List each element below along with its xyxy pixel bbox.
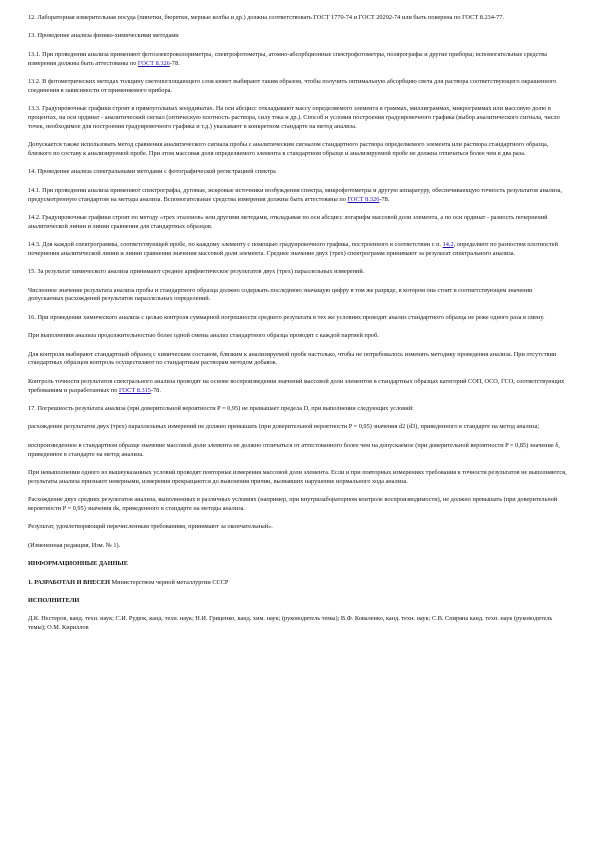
paragraph-16-d-text: Контроль точности результатов спектрального анализа проводят на основе воспроизведения значений массовой доли элементов в стандартных образцах категорий СОП, ОСО, ГСО, соответствующих требованиям и разработанных по <box>28 377 565 394</box>
clause-14-2-link[interactable]: 14.2 <box>442 241 454 249</box>
gost-8-315-link[interactable]: ГОСТ 8.315 <box>119 386 151 394</box>
paragraph-15-note: Численное значение результата анализа пробы и стандартного образца должно содержать последнюю значащую цифру в том же разряде, в котором она стоит в соответствующем значении допускаемых расхождений результатов параллельных определений. <box>28 286 533 303</box>
paragraph-14-3 <box>28 241 567 259</box>
gost-8-326-link-2[interactable]: ГОСТ 8.326 <box>347 195 380 203</box>
paragraph-17-b: воспроизведенное в стандартном образце значение массовой доли элемента не должно отличаться от аттестованного более чем на допускаемое (при доверительной вероятности P = 0,85) значение δ, приведенное в стандарте на метод анализа. <box>28 441 560 458</box>
paragraph-13-3: 13.3. Градуировочные графики строят в прямоугольных координатах. На оси абсцисс откладывают массу определяемого элемента в граммах, миллиграммах, микрограммах или массовую долю в процентах, на оси ординат - аналитический сигнал (оптическую плотность раствора, силу тока и др.). Способ и условия построения градуировочного графика (выбор аналитического сигнала, число точек, необходимое для построения градуировочного графика и т.д.) указывают в конкретном стандарте на метод анализа. <box>28 105 560 130</box>
paragraph-17-d: Расхождение двух средних результатов анализа, выполненных в различных условиях (например, при внутрилабораторном контроле воспроизводимости), не должно превышать (при доверительной вероятности P = 0,95) значения dк, приведенного в стандарте на методы анализа. <box>28 496 558 512</box>
paragraph-17-a: расхождение результатов двух (трех) параллельных измерений не должно превышать (при доверительной вероятности P = 0,95) значения d2 (d3), приведенного в стандарте на метод анализа; <box>28 423 540 431</box>
section-13-heading: 13. Проведение анализа физико-химическими методами <box>28 32 179 40</box>
paragraph-13-2: 13.2. В фотометрических методах толщину светопоглощающего слоя кювет выбирают таким образом, чтобы получить оптимальную абсорбцию света для раствора соответствующего окрашенного соединения в зависимости от применяемого прибора. <box>28 77 557 94</box>
paragraph-13-1-text: 13.1. При проведении анализа применяют фотоэлектроколориметры, спектрофотометры, атомно-абсорбционные спектрофотометры, полярографы и другие приборы; вспомогательные средства измерения должны быть аттестованы по <box>28 50 547 67</box>
paragraph-14-1 <box>28 187 567 205</box>
paragraph-14-3-suffix: , определяют по разностям плотностей почернения аналитической линии и линии сравнения значения массовой доли элемента. Среднее значение двух (трех) спектрограмм принимают за результат спектрального анализа. <box>28 241 558 257</box>
paragraph-17-c: При невыполнении одного из вышеуказанных условий проводят повторные измерения массовой доли элемента. Если и при повторных измерениях требования к точности результатов не выполняются, результаты анализа признают неверными, измерения прекращаются до выяснения причин, вызвавших нарушение нормального хода анализа. <box>28 468 567 485</box>
paragraph-17-e: Результат, удовлетворяющий перечисленным требованиям, принимают за окончательный». <box>28 523 273 531</box>
paragraph-16: 16. При проведении химического анализа с целью контроля суммарной погрешности среднего результата в тех же условиях проводят анализ стандартного образца не реже одного раза в смену. <box>28 313 545 321</box>
info-item-1-label: 1. РАЗРАБОТАН И ВНЕСЕН <box>28 578 110 586</box>
paragraph-13-4: Допускается также использовать метод сравнения аналитического сигнала пробы с аналитическим сигналом стандартного раствора определяемого элемента или раствора стандартного образца, близкого по составу к анализируемой пробе. При этом массовая доля определяемого элемента в стандартном образце и анализируемой пробе не должна отличаться более чем в два раза. <box>28 141 549 157</box>
paragraph-15: 15. За результат химического анализа принимают среднее арифметическое результатов двух (трех) параллельных измерений. <box>28 268 365 276</box>
paragraph-13-1-suffix: -78. <box>169 59 180 67</box>
executors-heading: ИСПОЛНИТЕЛИ <box>28 596 80 604</box>
paragraph-14-1-suffix: -78. <box>379 195 390 203</box>
paragraph-16-d-suffix: -78. <box>150 386 161 394</box>
info-heading: ИНФОРМАЦИОННЫЕ ДАННЫЕ <box>28 560 128 568</box>
gost-8-326-link[interactable]: ГОСТ 8.326 <box>137 59 170 67</box>
paragraph-17: 17. Погрешность результата анализа (при доверительной вероятности P = 0,95) не превышает предела D, при выполнении следующих условий: <box>28 405 414 413</box>
paragraph-14-2: 14.2. Градуировочные графики строят по методу «трех эталонов» или другими методами, откладывая по оси абсцисс логарифм массовой доли элемента, а по оси ординат - разность почернений аналитической линии и линии сравнения для стандартных образцов. <box>28 213 548 230</box>
authors-list: Д.К. Нестеров, канд. техн. наук; С.И. Рудюк, канд. техн. наук; Н.И. Гриценко, канд. хим. наук; (руководитель темы); В.Ф. Коваленко, канд. техн. наук; С.В. Спиряна канд. техн. наук (руководитель темы); О.М. Кириллов <box>28 615 553 632</box>
paragraph-16-b: При выполнении анализа продолжительностью более одной смены анализ стандартного образца проводят с каждой партией проб. <box>28 332 379 340</box>
paragraph-14-1-text: 14.1. При проведении анализа применяют спектрографы, дуговые, искровые источники возбуждения спектра, микрофотометры и другую аппаратуру, обеспечивающую точность результатов анализа, предусмотренную стандартом на методы анализа. Вспомогательные средства измерения должны быть аттестованы по <box>28 186 563 203</box>
paragraph-14-3-text: 14.3. Для каждой спектрограммы, соответствующей пробе, по каждому элементу с помощью градуировочного графика, построенного в соответствии с п. <box>28 241 443 249</box>
paragraph-12-text: 12. Лабораторная измерительная посуда (пипетки, бюретки, мерные колбы и др.) должна соответствовать ГОСТ 1770-74 и ГОСТ 20292-74 или быть поверена по ГОСТ 8.234-77. <box>28 14 504 21</box>
info-item-1 <box>28 579 567 588</box>
amendment-note: (Измененная редакция, Изм. № 1). <box>28 541 121 549</box>
paragraph-12 <box>28 14 567 23</box>
paragraph-16-d <box>28 378 567 396</box>
paragraph-16-c: Для контроля выбирают стандартный образец с химическим составом, близким к анализируемой пробе настолько, чтобы не потребовалось изменять методику проведения анализа. При отсутствии стандартных образцов контроль осуществляют по стандартным растворам методом добавок. <box>28 350 557 367</box>
section-14-heading: 14. Проведение анализа спектральными методами с фотографической регистрацией спектра <box>28 168 276 176</box>
info-item-1-text: Министерством черной металлургии СССР <box>109 578 229 586</box>
paragraph-13-1 <box>28 51 567 69</box>
